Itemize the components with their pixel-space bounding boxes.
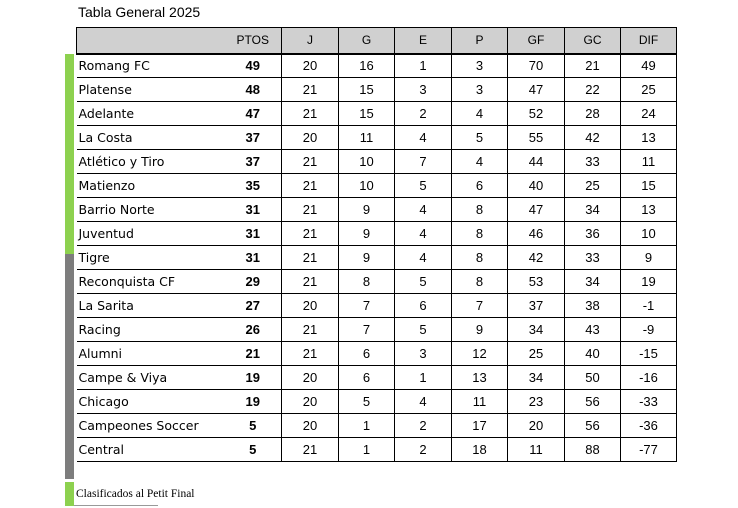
cell-j: 21 (282, 174, 339, 198)
cell-dif: 11 (621, 150, 677, 174)
table-row (77, 174, 677, 198)
cell-team: La Sarita (77, 294, 225, 318)
cell-g: 16 (339, 54, 395, 78)
cell-p: 8 (452, 198, 508, 222)
cell-j: 21 (282, 318, 339, 342)
cell-g: 9 (339, 222, 395, 246)
header-pts: PTOS (225, 28, 282, 54)
cell-gc: 88 (565, 438, 621, 462)
cell-e: 3 (395, 78, 452, 102)
cell-g: 6 (339, 366, 395, 390)
cell-team: Racing (77, 318, 225, 342)
cell-j: 21 (282, 342, 339, 366)
table-row (77, 246, 677, 270)
cell-j: 20 (282, 126, 339, 150)
cell-dif: 13 (621, 126, 677, 150)
table-row (77, 126, 677, 150)
cell-dif: -16 (621, 366, 677, 390)
legend (65, 482, 195, 506)
cell-p: 9 (452, 318, 508, 342)
cell-g: 9 (339, 198, 395, 222)
cell-gf: 53 (508, 270, 565, 294)
table-header-row (77, 28, 677, 54)
cell-pts: 37 (225, 150, 282, 174)
cell-e: 4 (395, 390, 452, 414)
cell-dif: 15 (621, 174, 677, 198)
cell-j: 21 (282, 222, 339, 246)
cell-dif: -77 (621, 438, 677, 462)
cell-g: 5 (339, 390, 395, 414)
cell-j: 21 (282, 438, 339, 462)
cell-p: 11 (452, 390, 508, 414)
cell-j: 20 (282, 54, 339, 78)
table-row (77, 54, 677, 78)
cell-gc: 33 (565, 150, 621, 174)
cell-g: 15 (339, 102, 395, 126)
cell-p: 8 (452, 270, 508, 294)
cell-p: 8 (452, 246, 508, 270)
cell-team: Romang FC (77, 54, 225, 78)
cell-p: 12 (452, 342, 508, 366)
cell-p: 8 (452, 222, 508, 246)
non-qualified-indicator-bar (65, 254, 74, 479)
cell-gc: 34 (565, 198, 621, 222)
cell-e: 5 (395, 270, 452, 294)
cell-g: 1 (339, 414, 395, 438)
cell-gc: 28 (565, 102, 621, 126)
cell-gf: 11 (508, 438, 565, 462)
cell-team: Atlético y Tiro (77, 150, 225, 174)
cell-dif: 49 (621, 54, 677, 78)
standings-body (77, 54, 677, 462)
cell-gf: 34 (508, 366, 565, 390)
cell-dif: 24 (621, 102, 677, 126)
cell-gc: 56 (565, 390, 621, 414)
table-row (77, 198, 677, 222)
cell-j: 20 (282, 294, 339, 318)
cell-team: Tigre (77, 246, 225, 270)
cell-g: 1 (339, 438, 395, 462)
cell-e: 1 (395, 366, 452, 390)
table-row (77, 150, 677, 174)
cell-gc: 34 (565, 270, 621, 294)
cell-dif: 10 (621, 222, 677, 246)
cell-j: 20 (282, 414, 339, 438)
cell-dif: 19 (621, 270, 677, 294)
table-row (77, 222, 677, 246)
cell-e: 4 (395, 198, 452, 222)
cell-e: 6 (395, 294, 452, 318)
cell-dif: -36 (621, 414, 677, 438)
cell-g: 15 (339, 78, 395, 102)
cell-gc: 25 (565, 174, 621, 198)
cell-team: Reconquista CF (77, 270, 225, 294)
cell-gf: 70 (508, 54, 565, 78)
cell-j: 21 (282, 270, 339, 294)
cell-p: 4 (452, 150, 508, 174)
cell-pts: 5 (225, 438, 282, 462)
table-row (77, 270, 677, 294)
cell-p: 3 (452, 54, 508, 78)
cell-j: 21 (282, 198, 339, 222)
cell-pts: 49 (225, 54, 282, 78)
header-j: J (282, 28, 339, 54)
cell-pts: 26 (225, 318, 282, 342)
cell-e: 2 (395, 438, 452, 462)
cell-gf: 47 (508, 78, 565, 102)
cell-p: 17 (452, 414, 508, 438)
cell-j: 21 (282, 150, 339, 174)
cell-p: 7 (452, 294, 508, 318)
header-gc: GC (565, 28, 621, 54)
cell-g: 7 (339, 318, 395, 342)
cell-gc: 42 (565, 126, 621, 150)
cell-team: Chicago (77, 390, 225, 414)
cell-e: 3 (395, 342, 452, 366)
cell-team: Juventud (77, 222, 225, 246)
cell-dif: -9 (621, 318, 677, 342)
cell-pts: 19 (225, 366, 282, 390)
cell-p: 6 (452, 174, 508, 198)
legend-swatch (65, 482, 74, 506)
cell-e: 7 (395, 150, 452, 174)
cell-p: 18 (452, 438, 508, 462)
cell-gf: 20 (508, 414, 565, 438)
cell-gc: 21 (565, 54, 621, 78)
cell-team: Campeones Soccer (77, 414, 225, 438)
cell-dif: -1 (621, 294, 677, 318)
cell-pts: 37 (225, 126, 282, 150)
cell-e: 4 (395, 222, 452, 246)
header-p: P (452, 28, 508, 54)
cell-gf: 46 (508, 222, 565, 246)
cell-gc: 36 (565, 222, 621, 246)
cell-team: Barrio Norte (77, 198, 225, 222)
cell-gc: 38 (565, 294, 621, 318)
cell-pts: 5 (225, 414, 282, 438)
standings-table (76, 27, 677, 462)
cell-gf: 52 (508, 102, 565, 126)
cell-j: 20 (282, 366, 339, 390)
table-row (77, 390, 677, 414)
cell-pts: 47 (225, 102, 282, 126)
cell-gf: 40 (508, 174, 565, 198)
cell-dif: 9 (621, 246, 677, 270)
cell-e: 1 (395, 54, 452, 78)
header-dif: DIF (621, 28, 677, 54)
cell-g: 8 (339, 270, 395, 294)
table-row (77, 102, 677, 126)
cell-g: 9 (339, 246, 395, 270)
table-row (77, 342, 677, 366)
table-row (77, 78, 677, 102)
cell-g: 7 (339, 294, 395, 318)
cell-p: 13 (452, 366, 508, 390)
legend-underline (74, 505, 158, 506)
cell-gc: 22 (565, 78, 621, 102)
cell-j: 21 (282, 246, 339, 270)
cell-e: 2 (395, 414, 452, 438)
table-row (77, 414, 677, 438)
header-team (77, 28, 225, 54)
cell-team: La Costa (77, 126, 225, 150)
cell-gf: 55 (508, 126, 565, 150)
cell-dif: 25 (621, 78, 677, 102)
cell-g: 11 (339, 126, 395, 150)
cell-p: 4 (452, 102, 508, 126)
cell-team: Adelante (77, 102, 225, 126)
table-row (77, 318, 677, 342)
table-row (77, 438, 677, 462)
cell-pts: 19 (225, 390, 282, 414)
cell-g: 6 (339, 342, 395, 366)
cell-gc: 40 (565, 342, 621, 366)
cell-j: 20 (282, 390, 339, 414)
cell-dif: -15 (621, 342, 677, 366)
cell-gc: 50 (565, 366, 621, 390)
cell-team: Matienzo (77, 174, 225, 198)
qualified-indicator-bar (65, 54, 74, 254)
cell-gc: 33 (565, 246, 621, 270)
cell-e: 2 (395, 102, 452, 126)
cell-gf: 42 (508, 246, 565, 270)
cell-pts: 35 (225, 174, 282, 198)
cell-gf: 37 (508, 294, 565, 318)
header-e: E (395, 28, 452, 54)
cell-dif: -33 (621, 390, 677, 414)
cell-gf: 25 (508, 342, 565, 366)
cell-g: 10 (339, 174, 395, 198)
cell-pts: 27 (225, 294, 282, 318)
cell-pts: 31 (225, 198, 282, 222)
cell-gc: 43 (565, 318, 621, 342)
cell-j: 21 (282, 78, 339, 102)
cell-dif: 13 (621, 198, 677, 222)
cell-pts: 31 (225, 222, 282, 246)
cell-pts: 21 (225, 342, 282, 366)
cell-pts: 31 (225, 246, 282, 270)
cell-team: Central (77, 438, 225, 462)
standings-table-wrap (76, 27, 677, 462)
cell-pts: 48 (225, 78, 282, 102)
header-gf: GF (508, 28, 565, 54)
cell-p: 5 (452, 126, 508, 150)
cell-gf: 34 (508, 318, 565, 342)
cell-e: 5 (395, 174, 452, 198)
header-g: G (339, 28, 395, 54)
cell-j: 21 (282, 102, 339, 126)
legend-label: Clasificados al Petit Final (76, 488, 195, 500)
cell-gf: 23 (508, 390, 565, 414)
cell-team: Platense (77, 78, 225, 102)
cell-g: 10 (339, 150, 395, 174)
cell-team: Campe & Viya (77, 366, 225, 390)
cell-e: 4 (395, 126, 452, 150)
page-title: Tabla General 2025 (78, 4, 201, 20)
cell-e: 4 (395, 246, 452, 270)
cell-gc: 56 (565, 414, 621, 438)
cell-team: Alumni (77, 342, 225, 366)
cell-pts: 29 (225, 270, 282, 294)
cell-e: 5 (395, 318, 452, 342)
table-row (77, 366, 677, 390)
cell-gf: 47 (508, 198, 565, 222)
cell-p: 3 (452, 78, 508, 102)
table-row (77, 294, 677, 318)
cell-gf: 44 (508, 150, 565, 174)
